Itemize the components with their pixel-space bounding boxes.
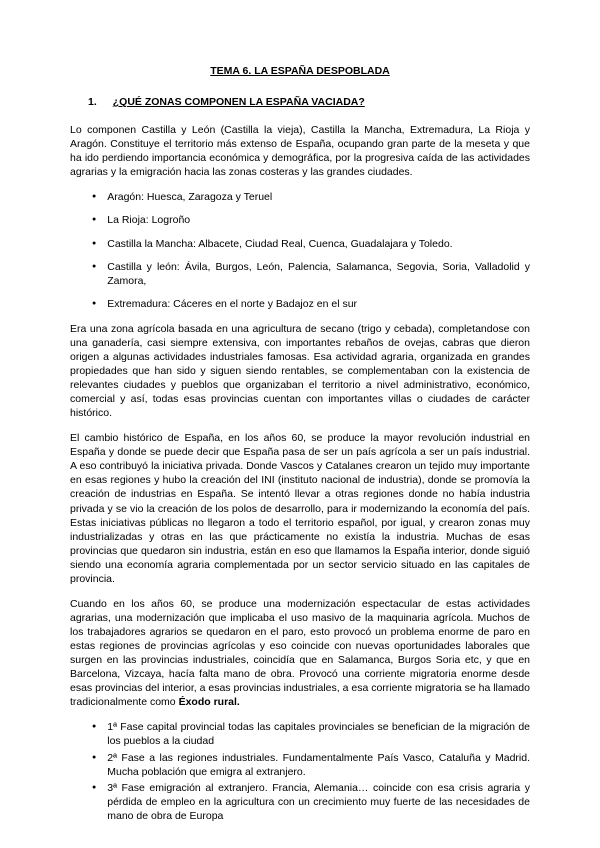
list-item-text: 3ª Fase emigración al extranjero. Francia, Alemania… coincide con esa crisis agraria y pérdida de empleo en la agricultura con un crecimiento muy fuerte de las necesidades de mano de obra de Europa [107,781,530,822]
list-item-phase-1 [92,720,530,748]
section-heading [70,95,530,109]
list-item-text: Aragón: Huesca, Zaragoza y Teruel [107,191,273,204]
list-item-phase-2 [92,751,530,779]
list-item-phase-3 [92,781,530,823]
bullet-icon: ● [92,193,97,201]
paragraph-intro: Lo componen Castilla y León (Castilla la vieja), Castilla la Mancha, Extremadura, La Rioja y Aragón. Constituye el territorio más extenso de España, ocupando gran parte de la meseta y que ha ido perdiendo importancia económica y demográfica, por la progresiva caída de las actividades agrarias y la emigración hacia las zonas costeras y las grandes ciudades. [70,124,530,179]
list-item-extremadura [92,297,530,311]
list-item-text: 1ª Fase capital provincial todas las capitales provinciales se benefician de la migración de los pueblos a la ciudad [107,721,530,748]
paragraph-migration-text: Cuando en los años 60, se produce una modernización espectacular de estas actividades agrarias, una modernización que implicaba el uso masivo de la maquinaria agrícola. Muchos de los trabajadores agrarios se quedaron en el paro, esto provocó un problema enorme de paro en estas regiones de provincias agrícolas y eso coincide con nuevas oportunidades laborales que surgen en las provincias industriales, coincidía que en Salamanca, Burgos Soria etc, y que en Barcelona, Vizcaya, hacía falta mano de obra. Provocó una corriente migratoria enorme desde esas provincias del interior, a esas provincias industriales, a esa corriente migratoria se ha llamado tradicionalmente como [70,597,530,709]
list-item-castilla-mancha [92,237,530,251]
list-item-text: 2ª Fase a las regiones industriales. Fundamentalmente País Vasco, Cataluña y Madrid. Mucha población que emigra al extranjero. [107,751,530,778]
bullet-icon: ● [92,783,97,791]
section-number: 1. [88,96,97,109]
document-title: TEMA 6. LA ESPAÑA DESPOBLADA [210,65,390,77]
bullet-icon: ● [92,753,97,761]
list-item-aragon [92,190,530,204]
bullet-icon: ● [92,723,97,731]
bullet-icon: ● [92,239,97,247]
list-item-castilla-leon [92,260,530,288]
provinces-list [70,190,530,310]
exodo-rural-term: Éxodo rural. [178,696,240,709]
list-item-text: Extremadura: Cáceres en el norte y Badajoz en el sur [107,297,358,310]
list-item-text: Castilla la Mancha: Albacete, Ciudad Real, Cuenca, Guadalajara y Toledo. [107,237,453,250]
section-title: ¿QUÉ ZONAS COMPONEN LA ESPAÑA VACIADA? [112,96,365,109]
bullet-icon: ● [92,262,97,270]
paragraph-industrial: El cambio histórico de España, en los años 60, se produce la mayor revolución industrial en España y donde se puede decir que España pasa de ser un país agrícola a ser un país industrial. A eso contribuyó la iniciativa privada. Donde Vascos y Catalanes crearon un tejido muy importante en esas regiones y hubo la creación del INI (instituto nacional de industria), donde se promovía la creación de industrias en España. Se intentó llevar a otras regiones donde no había industria privada y se vio la creación de los polos de desarrollo, para ir modernizando la economía del país. Estas iniciativas públicas no llegaron a todo el territorio español, por igual, y crearon zonas muy industrializadas y otras en las que prácticamente no existía la industria. Muchas de esas provincias que quedaron sin industria, están en eso que llamamos la España interior, donde siguió siendo una economía agraria complementada por un sector servicio situado en las capitales de provincia. [70,432,530,585]
paragraph-agrarian: Era una zona agrícola basada en una agricultura de secano (trigo y cebada), completandose con una ganadería, casi siempre extensiva, con importantes rebaños de ovejas, cabras que dieron origen a algunas actividades industriales famosas. Esa actividad agraria, organizada en grandes propiedades que han sido y siguen siendo rentables, se complementaban con la existencia de relevantes ciudades y pueblos que organizaban el territorio a nivel administrativo, económico, comercial y así, todas esas provincias cuentan con importantes villas o ciudades de carácter histórico. [70,322,530,420]
list-item-rioja [92,213,530,227]
paragraph-migration [70,597,530,710]
bullet-icon: ● [92,299,97,307]
bullet-icon: ● [92,216,97,224]
list-item-text: Castilla y león: Ávila, Burgos, León, Palencia, Salamanca, Segovia, Soria, Valladolid y Zamora, [107,260,530,287]
phases-list [70,720,530,822]
list-item-text: La Rioja: Logroño [107,214,191,227]
